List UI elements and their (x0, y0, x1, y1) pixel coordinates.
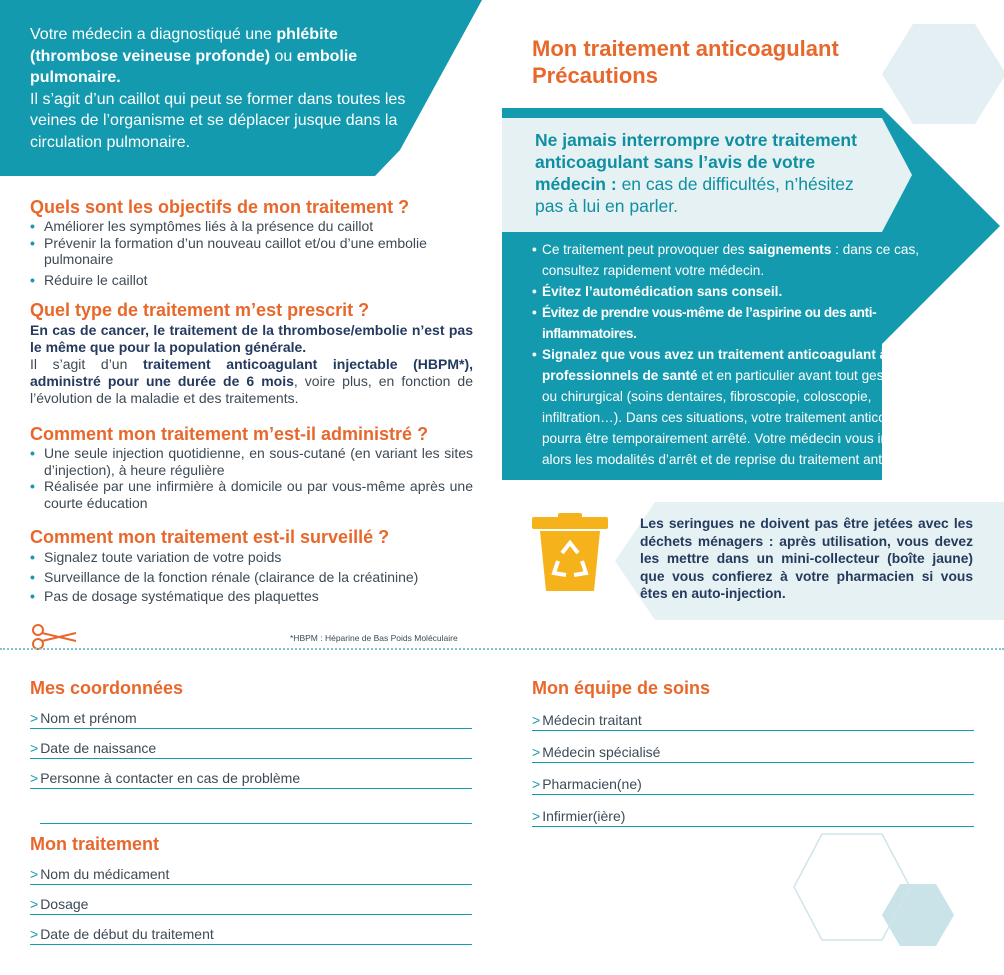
list-item: • Signalez toute variation de votre poids (30, 549, 470, 566)
drug-name-field[interactable]: > Nom du médicament (30, 858, 472, 885)
intro-text-part: Il s’agit d’un caillot qui peut se former dans toutes les veines de l’organisme et se déplacer jusque dans la circulation pulmonaire. (30, 90, 406, 151)
list-item: • Pas de dosage systématique des plaquettes (30, 588, 470, 605)
objectives-title: Quels sont les objectifs de mon traitement ? (30, 197, 410, 217)
objectives-list (30, 218, 470, 288)
coords-form (30, 702, 472, 824)
text-part: Ce traitement peut provoquer des (542, 242, 749, 257)
emergency-contact-field[interactable]: > Personne à contacter en cas de problème (30, 762, 472, 789)
warning-rest: en cas de difficultés, n’hésitez pas à lui en parler. (535, 174, 854, 216)
type-text (30, 322, 473, 407)
monitor-list (30, 549, 470, 605)
field-label: Infirmier(ière) (542, 808, 626, 824)
warning-text (535, 129, 880, 217)
cut-line (0, 648, 1004, 650)
title-line: Précautions (532, 63, 658, 88)
text-part: Signalez que vous avez un traitement anticoagulant à tous les professionnels de santé (542, 347, 943, 383)
field-label: Personne à contacter en cas de problème (40, 770, 301, 786)
field-label: Nom du médicament (40, 866, 170, 882)
list-item: • Améliorer les symptômes liés à la présence du caillot (30, 218, 470, 235)
monitor-title: Comment mon traitement est-il surveillé ? (30, 527, 390, 547)
list-item: • Surveillance de la fonction rénale (clairance de la créatinine) (30, 569, 470, 586)
warning-bold: Ne jamais interrompre votre traitement anticoagulant sans l’avis de votre médecin : (535, 130, 857, 194)
field-label: Médecin spécialisé (542, 744, 661, 760)
field-label: Pharmacien(ne) (542, 776, 642, 792)
field-label: Dosage (40, 896, 89, 912)
type-text-part: , voire plus, en fonction de l’évolution de la maladie et des traitements. (30, 373, 473, 406)
precautions-title (532, 35, 839, 89)
intro-text (30, 24, 410, 153)
text-part: et en particulier avant tout geste médical ou chirurgical (soins dentaires, fibroscopie, coloscopie, infiltration…). Dans ces situations, votre traitement anticoagulant pourra être temporairement arrêté. Votre médecin vous indiquera alors les modalités d’arrêt et de reprise du traitement anticoagulant. (542, 368, 948, 467)
list-item (532, 239, 950, 281)
footnote: *HBPM : Héparine de Bas Poids Moléculaire (290, 633, 458, 643)
list-item: • Réduire le caillot (30, 272, 470, 289)
list-item (532, 302, 950, 344)
text-part: saignements (748, 242, 832, 257)
hex-decoration (882, 24, 1004, 124)
extra-line-field[interactable] (40, 797, 472, 824)
title-line: Mon traitement anticoagulant (532, 36, 839, 61)
text-part: : dans ce cas, consultez rapidement votre médecin. (542, 242, 920, 278)
coords-title: Mes coordonnées (30, 678, 184, 698)
field-label: Nom et prénom (40, 710, 137, 726)
list-item: • Une seule injection quotidienne, en sous-cutané (en variant les sites d’injection), à heure régulière (30, 445, 473, 478)
list-item: • Réalisée par une infirmière à domicile ou par vous-même après une courte éducation (30, 478, 473, 511)
treatment-form (30, 858, 472, 945)
type-bold: traitement anticoagulant injectable (HBPM*), administré pour une durée de 6 mois (30, 356, 473, 389)
admin-list (30, 445, 473, 511)
text-part: Évitez de prendre vous-même de l’aspirine ou des anti-inflammatoires. (542, 305, 877, 341)
birthdate-field[interactable]: > Date de naissance (30, 732, 472, 759)
list-item (532, 281, 950, 302)
recycle-bin-icon (528, 513, 612, 593)
intro-bold: embolie pulmonaire. (30, 47, 358, 86)
care-team-form (532, 704, 974, 827)
list-item: • Prévenir la formation d’un nouveau caillot et/ou d’une embolie pulmonaire (30, 235, 470, 268)
field-label: Date de naissance (40, 740, 157, 756)
field-label: Médecin traitant (542, 712, 642, 728)
intro-text-part: Votre médecin a diagnostiqué une (30, 26, 277, 43)
list-item (532, 344, 950, 470)
precautions-list (532, 239, 950, 470)
specialist-field[interactable]: > Médecin spécialisé (532, 736, 974, 763)
type-bold-para: En cas de cancer, le traitement de la thrombose/embolie n’est pas le même que pour la population générale. (30, 322, 473, 355)
name-field[interactable]: > Nom et prénom (30, 702, 472, 729)
gp-field[interactable]: > Médecin traitant (532, 704, 974, 731)
nurse-field[interactable]: > Infirmier(ière) (532, 800, 974, 827)
type-title: Quel type de traitement m’est prescrit ? (30, 300, 370, 320)
intro-bold: phlébite (thrombose veineuse profonde) (30, 26, 338, 65)
type-text-part: Il s’agit d’un (30, 356, 143, 372)
care-team-title: Mon équipe de soins (532, 678, 711, 698)
treatment-title: Mon traitement (30, 834, 160, 854)
hex-outline-decoration (792, 832, 912, 942)
start-date-field[interactable]: > Date de début du traitement (30, 918, 472, 945)
admin-title: Comment mon traitement m’est-il administré ? (30, 424, 429, 444)
syringe-notice-text: Les seringues ne doivent pas être jetées avec les déchets ménagers : après utilisation, vous devez les mettre dans un mini-collecteur (boîte jaune) que vous confierez à votre pharmacien si vous êtes en auto-injection. (640, 516, 973, 601)
text-part: Évitez l’automédication sans conseil. (542, 284, 783, 299)
intro-text-part: ou (270, 47, 297, 65)
pharmacist-field[interactable]: > Pharmacien(ne) (532, 768, 974, 795)
field-label: Date de début du traitement (40, 926, 214, 942)
dosage-field[interactable]: > Dosage (30, 888, 472, 915)
